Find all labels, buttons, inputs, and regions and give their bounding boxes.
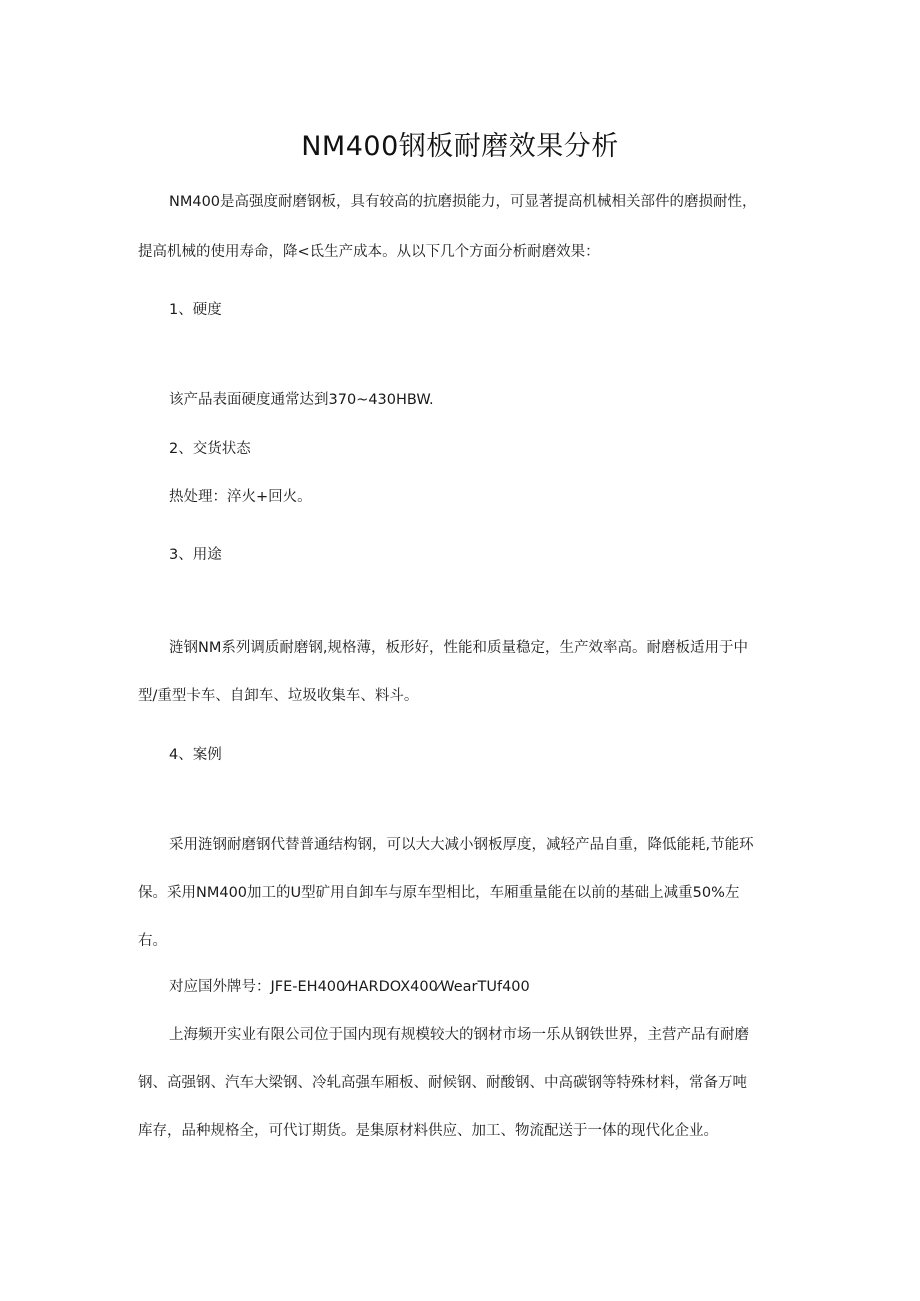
section-1-heading: 1、硬度: [169, 302, 222, 318]
section-2-heading: 2、交货状态: [169, 441, 251, 457]
foreign-grades: 对应国外牌号：JFE-EH400⁄HARDOX400⁄WearTUf400: [169, 979, 530, 995]
section-4-line-2: 保。采用NM400加工的U型矿用自卸车与原车型相比，车厢重量能在以前的基础上减重50%左: [138, 885, 740, 901]
section-4-line-3: 右。: [138, 933, 167, 949]
intro-line-1: NM400是高强度耐磨钢板，具有较高的抗磨损能力，可显著提高机械相关部件的磨损耐性，: [169, 194, 757, 210]
company-line-3: 库存，品种规格全，可代订期货。是集原材料供应、加工、物流配送于一体的现代化企业。: [138, 1123, 718, 1139]
section-3-line-2: 型/重型卡车、自卸车、垃圾收集车、料斗。: [138, 688, 419, 704]
intro-line-2: 提高机械的使用寿命，降<氐生产成本。从以下几个方面分析耐磨效果：: [138, 244, 600, 260]
section-3-line-1: 涟钢NM系列调质耐磨钢,规格薄，板形好，性能和质量稳定，生产效率高。耐磨板适用于中: [169, 640, 748, 656]
section-3-heading: 3、用途: [169, 547, 222, 563]
section-4-heading: 4、案例: [169, 747, 222, 763]
document-title: NM400钢板耐磨效果分析: [301, 131, 619, 162]
section-2-text: 热处理：淬火+回火。: [169, 489, 312, 505]
company-line-2: 钢、高强钢、汽车大梁钢、冷轧高强车厢板、耐候钢、耐酸钢、中高碳钢等特殊材料，常备万吨: [138, 1075, 747, 1091]
company-line-1: 上海频开实业有限公司位于国内现有规模较大的钢材市场一乐从钢铁世界，主营产品有耐磨: [169, 1027, 749, 1043]
section-1-text: 该产品表面硬度通常达到370~430HBW.: [169, 392, 434, 408]
section-4-line-1: 采用涟钢耐磨钢代替普通结构钢，可以大大减小钢板厚度，减轻产品自重，降低能耗,节能环: [169, 837, 754, 853]
